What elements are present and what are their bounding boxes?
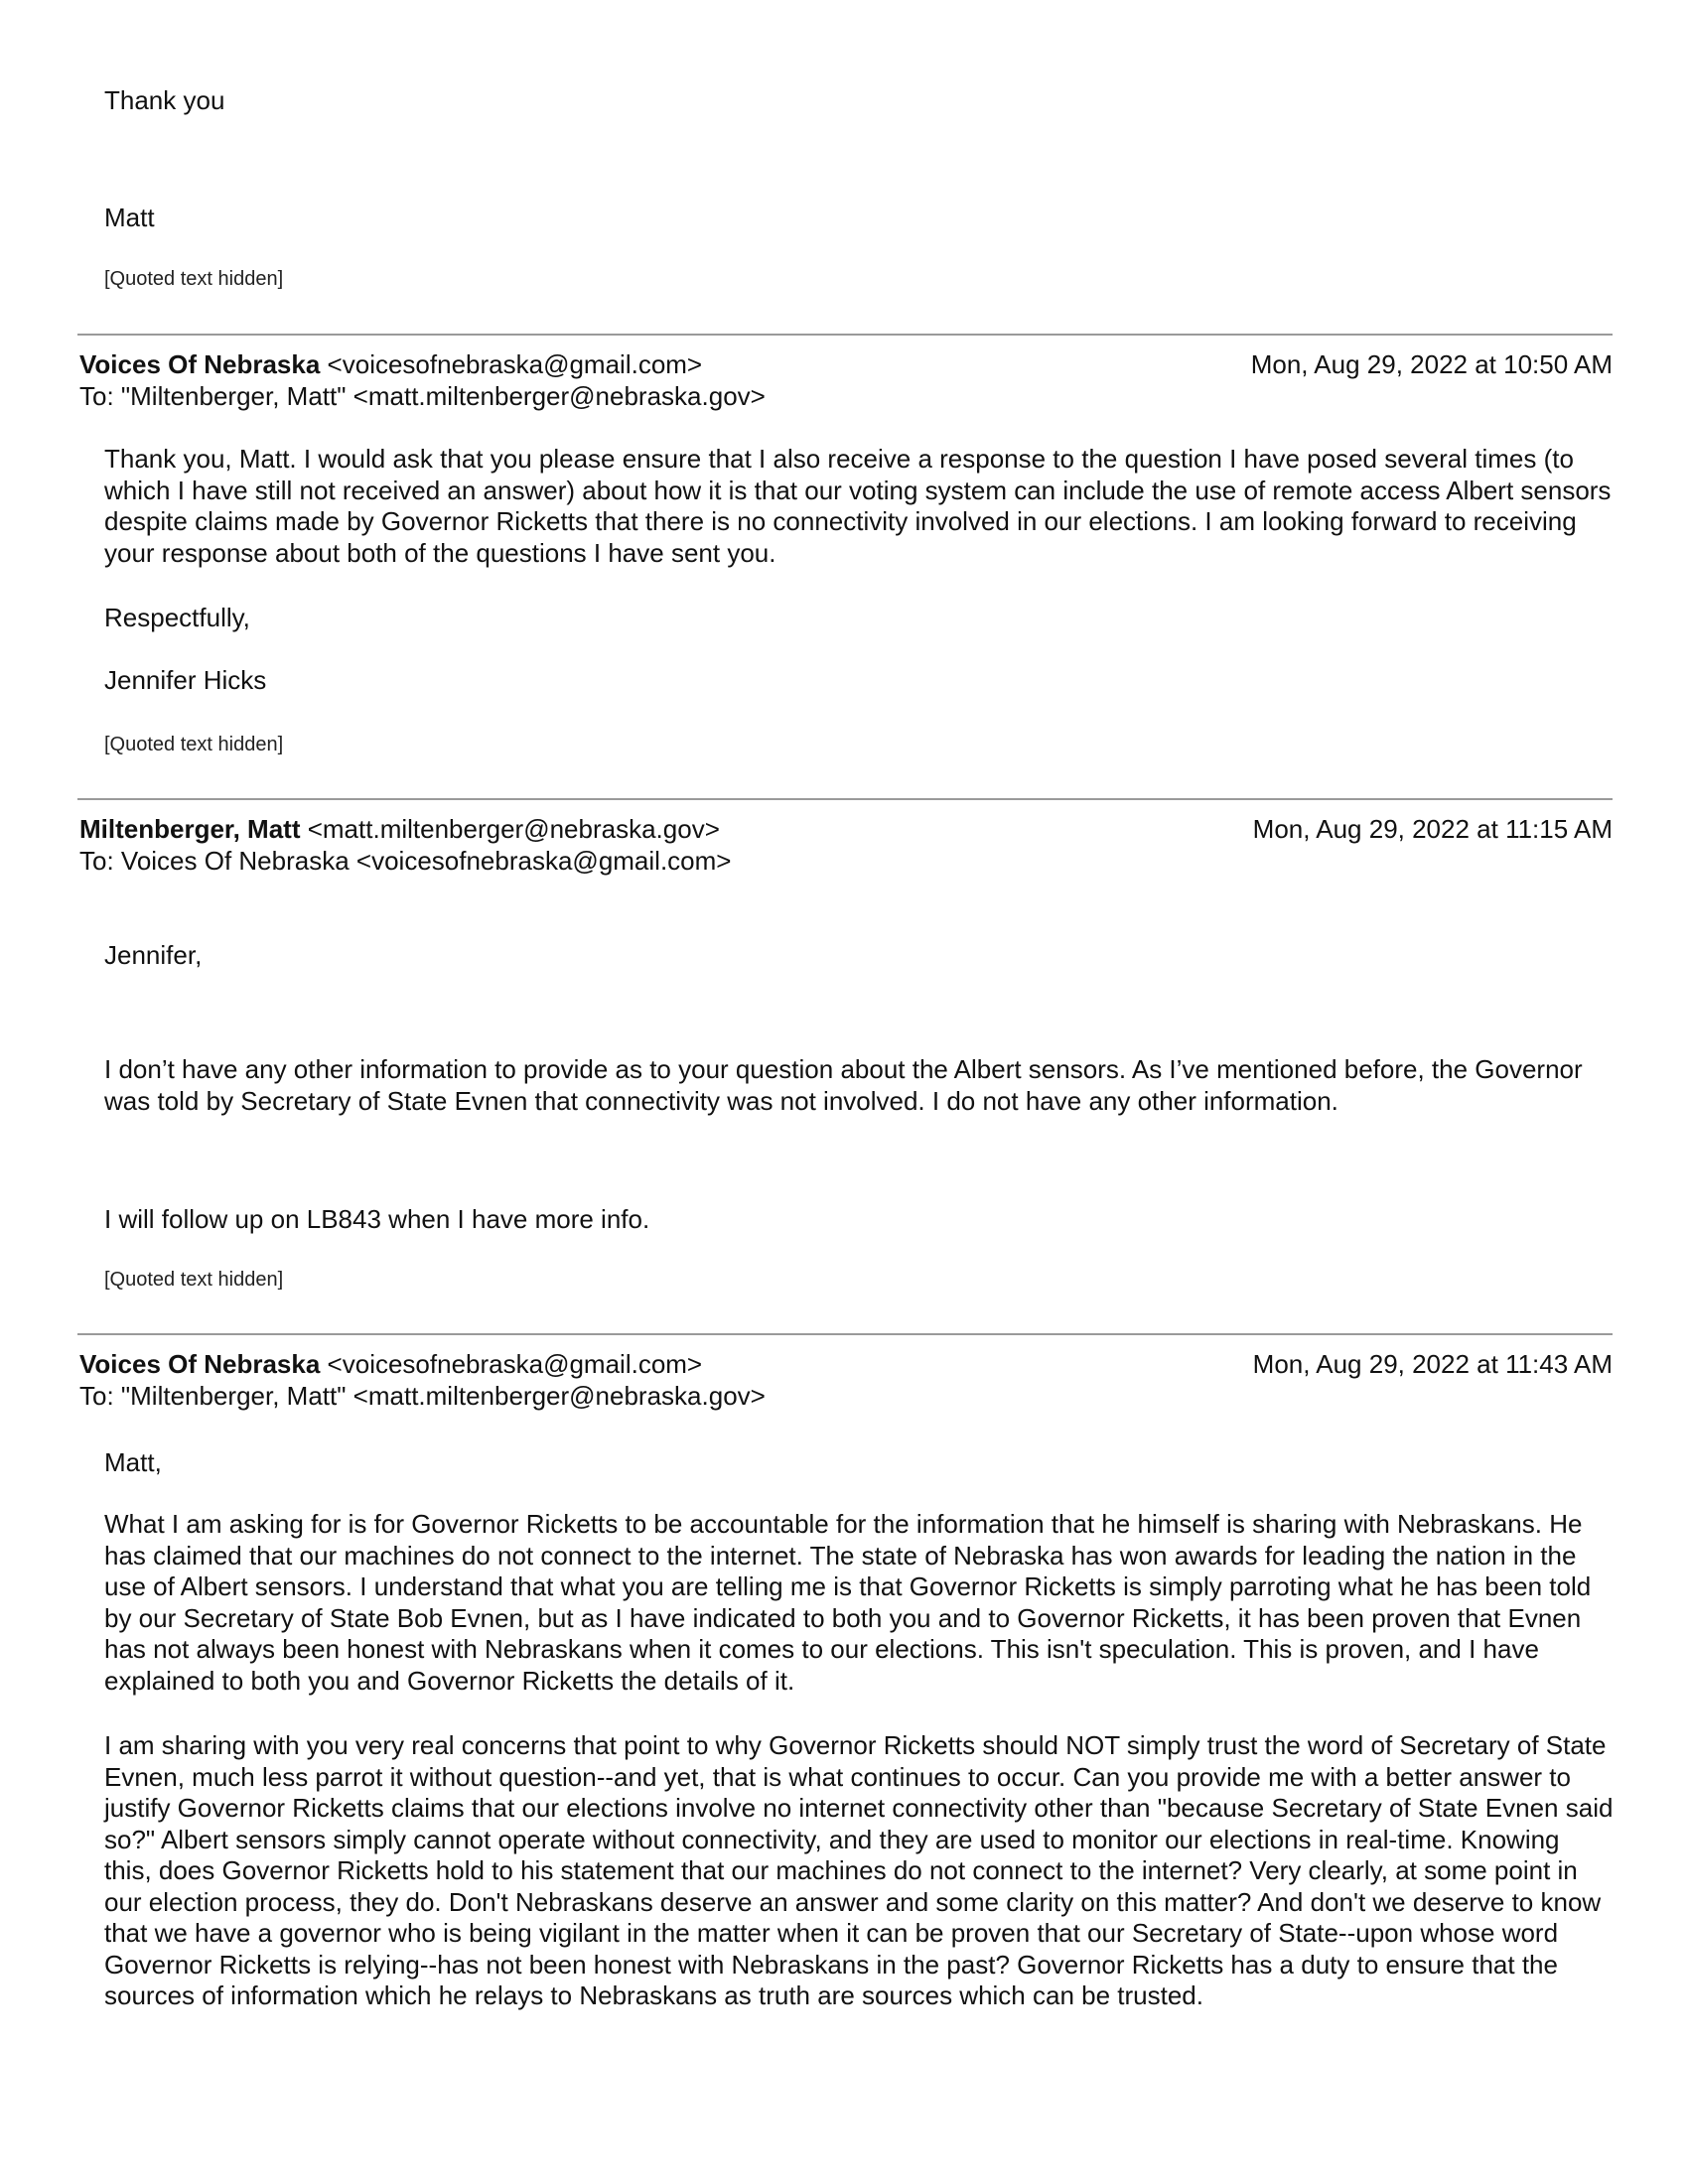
message-3-paragraph: What I am asking for is for Governor Ricketts to be accountable for the information that he himself is sharing with Nebraskans. He has claimed that our machines do not connect to the internet. The state of Nebraska has won awards for leading the nation in the use of Albert sensors. I understand that what you are telling me is that Governor Ricketts is simply parroting what he has been told by our Secretary of State Bob Evnen, but as I have indicated to both you and to Governor Ricketts, it has been proven that Evnen has not always been honest with Nebraskans when it comes to our elections. This isn't speculation. This is proven, and I have explained to both you and Governor Ricketts the details of it. (104, 1509, 1592, 1696)
closing-text: Thank you (104, 85, 225, 115)
message-2-sender (79, 813, 720, 845)
message-3-recipient: To: "Miltenberger, Matt" <matt.miltenberger@nebraska.gov> (79, 1381, 766, 1411)
message-2-paragraph: Jennifer, (104, 940, 203, 970)
message-1-paragraph: Thank you, Matt. I would ask that you please ensure that I also receive a response to the question I have posed several times (to which I have still not received an answer) about how it is that our voting system can include the use of remote access Albert sensors despite claims made by Governor Ricketts that there is no connectivity involved in our elections. I am looking forward to receiving your response about both of the questions I have sent you. (104, 444, 1612, 568)
quoted-text-toggle[interactable]: [Quoted text hidden] (104, 734, 284, 755)
sender-email: <voicesofnebraska@gmail.com> (327, 1349, 703, 1379)
message-3-date: Mon, Aug 29, 2022 at 11:43 AM (1252, 1349, 1613, 1379)
message-3-sender (79, 1348, 702, 1380)
quoted-text-toggle[interactable]: [Quoted text hidden] (104, 268, 284, 290)
message-divider (77, 1333, 1613, 1335)
message-3-paragraph: I am sharing with you very real concerns that point to why Governor Ricketts should NOT simply trust the word of Secretary of State Evnen, much less parrot it without question--and yet, that is what continues to occur. Can you provide me with a better answer to justify Governor Ricketts claims that our elections involve no internet connectivity other than "because Secretary of State Evnen said so?" Albert sensors simply cannot operate without connectivity, and they are used to monitor our elections in real-time. Knowing this, does Governor Ricketts hold to his statement that our machines do not connect to the internet? Very clearly, at some point in our election process, they do. Don't Nebraskans deserve an answer and some clarity on this matter? And don't we deserve to know that we have a governor who is being vigilant in the matter when it can be proven that our Secretary of State--upon whose word Governor Ricketts is relying--has not been honest with Nebraskans in the past? Governor Ricketts has a duty to ensure that the sources of information which he relays to Nebraskans as truth are sources which can be trusted. (104, 1730, 1614, 2010)
message-3-paragraph: Matt, (104, 1447, 162, 1477)
message-1-paragraph: Respectfully, (104, 603, 250, 632)
sender-name: Voices Of Nebraska (79, 349, 321, 379)
sender-name: Miltenberger, Matt (79, 814, 301, 844)
sender-email: <voicesofnebraska@gmail.com> (327, 349, 703, 379)
message-1-sender (79, 348, 702, 380)
message-divider (77, 334, 1613, 336)
message-1-date: Mon, Aug 29, 2022 at 10:50 AM (1250, 349, 1613, 379)
signature-text: Matt (104, 203, 155, 232)
sender-email: <matt.miltenberger@nebraska.gov> (307, 814, 720, 844)
message-divider (77, 798, 1613, 800)
message-2-paragraph: I will follow up on LB843 when I have more info. (104, 1204, 650, 1234)
message-2-recipient: To: Voices Of Nebraska <voicesofnebraska@gmail.com> (79, 846, 732, 876)
message-1-paragraph: Jennifer Hicks (104, 665, 267, 695)
sender-name: Voices Of Nebraska (79, 1349, 321, 1379)
message-2-date: Mon, Aug 29, 2022 at 11:15 AM (1252, 814, 1613, 844)
message-1-recipient: To: "Miltenberger, Matt" <matt.miltenberger@nebraska.gov> (79, 381, 766, 411)
quoted-text-toggle[interactable]: [Quoted text hidden] (104, 1269, 284, 1291)
message-2-paragraph: I don’t have any other information to provide as to your question about the Albert sensors. As I’ve mentioned before, the Governor was told by Secretary of State Evnen that connectivity was not involved. I do not have any other information. (104, 1054, 1583, 1116)
